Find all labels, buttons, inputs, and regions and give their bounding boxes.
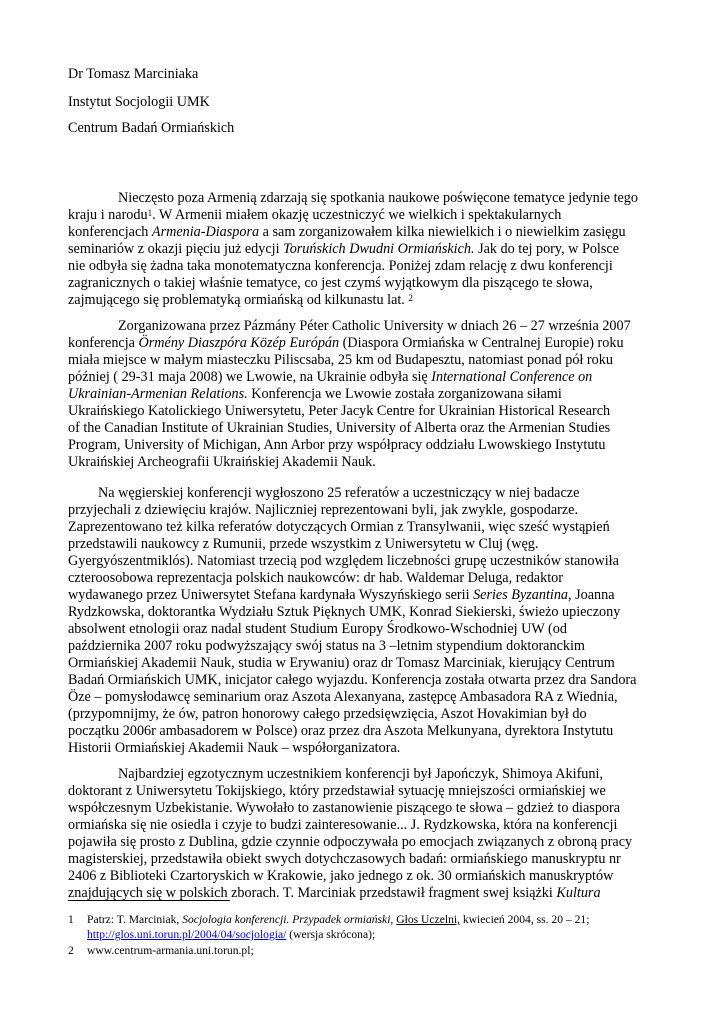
- text-line: Badań Ormiańskich UMK, inicjator całego wyjazdu. Konferencja została otwarta przez dra Sandora: [68, 672, 637, 688]
- footnote-separator: [68, 900, 230, 901]
- glos-uczelni-link[interactable]: http://glos.uni.torun.pl/2004/04/socjologia/: [87, 928, 287, 941]
- text-line: doktorant z Uniwersytetu Tokijskiego, który przedstawiał sytuację mniejszości ormiańskiej we: [68, 783, 606, 799]
- text-line: Ukraińskiej Archeografii Ukraińskiej Akademii Nauk.: [68, 454, 376, 470]
- text-line: Ukrainian-Armenian Relations. Konferencja we Lwowie została zorganizowana siłami: [68, 386, 562, 402]
- text-line: pojawiła się prosto z Dublina, gdzie czynnie odpoczywała po emocjach związanych z obroną pracy: [68, 834, 633, 850]
- footnote-ref-1[interactable]: 1: [147, 208, 153, 218]
- text-line: wydawanego przez Uniwersytet Stefana kardynała Wyszyńskiego serii Series Byzantina, Joanna: [68, 587, 615, 603]
- text-line: kraju i narodu$^1$. W Armenii miałem okazję uczestniczyć we wielkich i spektakularnych: [68, 207, 562, 223]
- text-line: of the Canadian Institute of Ukrainian Studies, University of Alberta oraz the Armenian Studies: [68, 420, 611, 436]
- text-line: Ormiańskiej Akademii Nauk, studia w Erywaniu) oraz dr Tomasz Marciniak, kierujący Centrum: [68, 655, 615, 671]
- text-line: seminariów z okazji pięciu już edycji Toruńskich Dwudni Ormiańskich. Jak do tej pory, w Polsce: [68, 241, 619, 257]
- text-line: Ukraińskiego Katolickiego Uniwersytetu, Peter Jacyk Centre for Ukrainian Historical Research: [68, 403, 611, 419]
- text-line: Historii Ormiańskiej Akademii Nauk – współorganizatora.: [68, 740, 401, 756]
- text-line: znajdujących się w polskich zborach. T. Marciniak przedstawił fragment swej książki Kultura: [68, 885, 601, 901]
- text-line: Gyergyószentmiklós). Natomiast trzecią pod względem liczebności grupę uczestników stanowiła: [68, 553, 619, 569]
- text-line: Rydzkowska, doktorantka Wydziału Sztuk Pięknych UMK, Konrad Siekierski, świeżo upieczony: [68, 604, 621, 620]
- center-name: Centrum Badań Ormiańskich: [68, 120, 235, 136]
- footnote-1: 1 Patrz: T. Marciniak, Socjologia konferencji. Przypadek ormiański, Głos Uczelni, kwiecień 2004, ss. 20 – 21;: [68, 913, 590, 926]
- text-line: Nieczęsto poza Armenią zdarzają się spotkania naukowe poświęcone tematyce jedynie tego: [118, 190, 638, 206]
- author-name: Dr Tomasz Marciniaka: [68, 66, 199, 82]
- text-line: przedstawili naukowcy z Rumunii, przede wszystkim z Uniwersytetu w Cluj (węg.: [68, 536, 539, 552]
- text-line: czteroosobowa reprezentacja polskich naukowców: dr hab. Waldemar Deluga, redaktor: [68, 570, 563, 586]
- text-line: 2406 z Biblioteki Czartoryskich w Krakowie, jako jednego z ok. 30 ormiańskich manuskryptów: [68, 868, 614, 884]
- institute-name: Instytut Socjologii UMK: [68, 94, 210, 110]
- text-line: Öze – pomysłodawcę seminarium oraz Aszota Alexanyana, zastępcę Ambasadora RA z Wiednia,: [68, 689, 618, 705]
- text-line: magisterskiej, przedstawiła obiekt swych dotychczasowych badań: ormiańskiego manuskryptu nr: [68, 851, 621, 867]
- text-line: absolwent etnologii oraz nadal student Studium Europy Środkowo-Wschodniej UW (od: [68, 621, 567, 637]
- text-line: Program, University of Michigan, Ann Arbor przy współpracy oddziału Lwowskiego Instytutu: [68, 437, 606, 453]
- footnote-1-cont: http://glos.uni.torun.pl/2004/04/socjologia/ (wersja skrócona);: [87, 928, 376, 941]
- text-line: przyjechali z dziewięciu krajów. Najliczniej reprezentowani byli, jak zwykle, gospodarze.: [68, 502, 579, 518]
- footnote-2: 2 www.centrum-armania.uni.torun.pl;: [68, 944, 254, 957]
- text-line: Najbardziej egzotycznym uczestnikiem konferencji był Japończyk, Shimoya Akifuni,: [118, 766, 603, 782]
- text-line: nie odbyła się żadna taka monotematyczna konferencja. Poniżej zdam relację z dwu konferencji: [68, 258, 613, 274]
- text-line: października 2007 roku podwyższający swój status na 3 –letnim stypendium doktoranckim: [68, 638, 585, 654]
- text-line: Zorganizowana przez Pázmány Péter Catholic University w dniach 26 – 27 września 2007: [118, 318, 631, 334]
- text-line: ormiańska się nie osiedla i czyje to budzi zainteresowanie... J. Rydzkowska, która na konferencji: [68, 817, 618, 833]
- text-line: później ( 29-31 maja 2008) we Lwowie, na Ukrainie odbyła się International Conference on: [68, 369, 593, 385]
- text-line: zagranicznych o takiej właśnie tematyce, co jest czymś wyjątkowym dla piszącego te słowa,: [68, 275, 593, 291]
- text-line: miała miejsce w małym miasteczku Piliscsaba, 25 km od Budapesztu, natomiast ponad pół roku: [68, 352, 613, 368]
- text-line: konferencja Örmény Diaszpóra Közép Európán (Diaspora Ormiańska w Centralnej Europie) roku: [68, 335, 624, 351]
- text-line: Zaprezentowano też kilka referatów dotyczących Ormian z Transylwanii, więc sześć wystąpień: [68, 519, 610, 535]
- text-line: konferencjach Armenia-Diaspora a sam zorganizowałem kilka niewielkich i o niewielkim zasięgu: [68, 224, 626, 240]
- text-line: zajmującego się problematyką ormiańską od kilkunastu lat. $^2$: [68, 292, 413, 308]
- text-line: Na węgierskiej konferencji wygłoszono 25 referatów a uczestniczący w niej badacze: [98, 485, 580, 501]
- footnote-ref-2[interactable]: 2: [408, 293, 413, 303]
- text-line: początku 2006r ambasadorem w Polsce) oraz przez dra Aszota Melkunyana, dyrektora Instytutu: [68, 723, 614, 739]
- text-line: (przypomnijmy, że ów, patron honorowy całego przedsięwzięcia, Aszot Hovakimian był do: [68, 706, 587, 722]
- text-line: współczesnym Uzbekistanie. Wywołało to zastanowienie piszącego te słowa – gdzież to diaspora: [68, 800, 621, 816]
